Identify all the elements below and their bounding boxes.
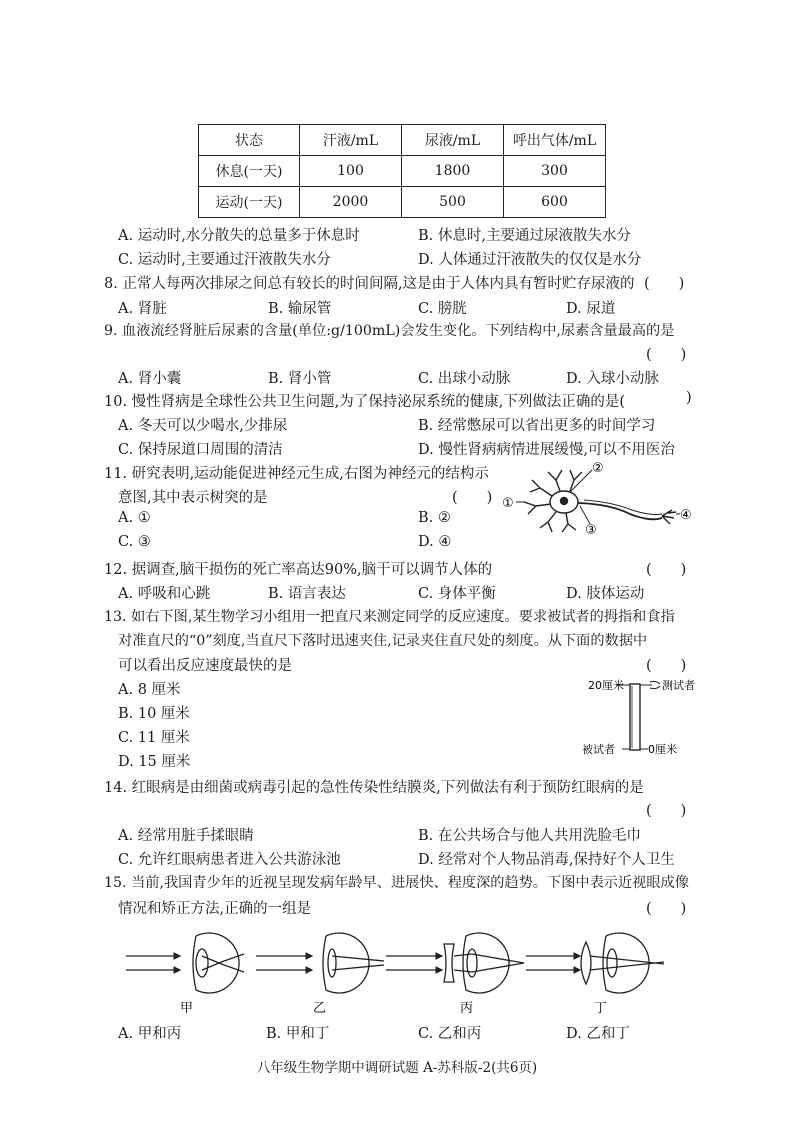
q13-option-c: C. 11 厘米 [118,730,190,746]
neuron-label-2: ② [592,461,604,476]
eye-label-yi: 乙 [313,1001,327,1016]
q9-option-c: C. 出球小动脉 [418,371,511,387]
table-cell: 休息(一天) [199,156,300,187]
eye-label-ding: 丁 [594,1001,608,1016]
q15-answer-paren: ( ) [646,901,687,917]
q7-option-c: C. 运动时,主要通过汗液散失水分 [118,252,331,268]
q15-option-d: D. 乙和丁 [566,1026,630,1042]
q12-option-c: C. 身体平衡 [418,586,496,602]
q15-stem-line1: 15. 当前,我国青少年的近视呈现发病年龄早、进展快、程度深的趋势。下图中表示近视眼成像 [104,875,689,891]
q13-stem-line1: 13. 如右下图,某生物学习小组用一把直尺来测定同学的反应速度。要求被试者的拇指和食指 [104,609,675,625]
q11-stem-line1: 11. 研究表明,运动能促进神经元生成,右图为神经元的结构示 [104,466,489,482]
q10-option-c: C. 保持尿道口周围的清洁 [118,442,283,458]
q12-option-b: B. 语言表达 [268,586,346,602]
table-row [199,187,606,218]
table-row [199,156,606,187]
q14-stem: 14. 红眼病是由细菌或病毒引起的急性传染性结膜炎,下列做法有利于预防红眼病的是 [104,780,644,796]
table-cell: 600 [504,187,606,218]
q13-option-b: B. 10 厘米 [118,706,190,722]
q11-option-a: A. ① [118,510,151,526]
table-cell: 300 [504,156,606,187]
subject-label: 被试者 [582,743,615,756]
q7-option-d: D. 人体通过汗液散失的仅仅是水分 [418,252,642,268]
q15-option-c: C. 乙和丙 [418,1026,482,1042]
q9-answer-paren: ( ) [646,347,687,363]
q11-stem-line2: 意图,其中表示树突的是 [118,490,268,506]
eye-diagram-bing [386,933,524,993]
eye-label-bing: 丙 [460,1001,474,1016]
ruler-top-label: 20厘米 [588,679,624,692]
table-cell: 1800 [402,156,504,187]
neuron-label-4: ④ [680,508,692,523]
q15-option-b: B. 甲和丁 [266,1026,330,1042]
table-header-row [199,125,606,156]
q13-option-d: D. 15 厘米 [118,754,191,770]
q9-option-b: B. 肾小管 [268,371,332,387]
q9-stem: 9. 血液流经肾脏后尿素的含量(单位:g/100mL)会发生变化。下列结构中,尿素含量最高的是 [104,323,675,339]
eye-diagram-yi [256,933,384,993]
q12-option-a: A. 呼吸和心跳 [118,586,211,602]
table-cell: 2000 [300,187,402,218]
q14-option-d: D. 经常对个人物品消毒,保持好个人卫生 [418,852,675,868]
q15-stem-line2: 情况和矫正方法,正确的一组是 [118,901,312,917]
q10-option-a: A. 冬天可以少喝水,少排尿 [118,418,288,434]
eye-diagram-ding [526,933,664,993]
q11-answer-paren: ( ) [452,490,493,506]
ruler-diagram [580,676,700,760]
eye-diagram-jia [126,933,244,993]
q8-stem: 8. 正常人每两次排尿之间总有较长的时间间隔,这是由于人体内具有暂时贮存尿液的 [104,276,635,292]
table-header: 状态 [199,125,300,156]
q11-option-d: D. ④ [418,534,452,550]
q10-answer-paren: ) [686,390,692,406]
table-header: 呼出气体/mL [504,125,606,156]
q10-stem: 10. 慢性肾病是全球性公共卫生问题,为了保持泌尿系统的健康,下列做法正确的是( [104,394,626,410]
q11-option-c: C. ③ [118,534,151,550]
q8-option-b: B. 输尿管 [268,301,332,317]
eye-diagrams [120,930,680,1020]
table-cell: 运动(一天) [199,187,300,218]
q8-option-c: C. 膀胱 [418,301,467,317]
q14-option-b: B. 在公共场合与他人共用洗脸毛巾 [418,828,641,844]
q14-option-c: C. 允许红眼病患者进入公共游泳池 [118,852,341,868]
neuron-label-1: ① [502,496,514,511]
q8-option-a: A. 肾脏 [118,301,167,317]
q9-option-a: A. 肾小囊 [118,371,182,387]
q14-option-a: A. 经常用脏手揉眼睛 [118,828,254,844]
q12-stem: 12. 据调查,脑干损伤的死亡率高达90%,脑干可以调节人体的 [104,562,493,578]
page-footer: 八年级生物学期中调研试题 A-苏科版-2(共6页) [256,1060,538,1076]
q13-answer-paren: ( ) [646,658,687,674]
q7-option-a: A. 运动时,水分散失的总量多于休息时 [118,228,360,244]
q12-option-d: D. 肢体运动 [566,586,645,602]
neuron-diagram [500,458,700,540]
table-cell: 500 [402,187,504,218]
q13-option-a: A. 8 厘米 [118,682,181,698]
q9-option-d: D. 入球小动脉 [566,371,659,387]
q15-option-a: A. 甲和丙 [118,1026,182,1042]
q11-option-b: B. ② [418,510,451,526]
neuron-label-3: ③ [585,523,597,538]
q13-stem-line3: 可以看出反应速度最快的是 [118,658,292,674]
q8-option-d: D. 尿道 [566,301,616,317]
table-header: 汗液/mL [300,125,402,156]
table-cell: 100 [300,156,402,187]
eye-label-jia: 甲 [180,1001,194,1016]
q12-answer-paren: ( ) [646,562,687,578]
q10-option-d: D. 慢性肾病病情进展缓慢,可以不用医治 [418,442,675,458]
q14-answer-paren: ( ) [646,803,687,819]
table-header: 尿液/mL [402,125,504,156]
tester-label: 测试者 [662,679,695,692]
water-loss-table [198,124,606,218]
q13-stem-line2: 对准直尺的“0”刻度,当直尺下落时迅速夹住,记录夹住直尺处的刻度。从下面的数据中 [118,633,648,649]
q10-option-b: B. 经常憋尿可以省出更多的时间学习 [418,418,656,434]
ruler-zero-label: 0厘米 [648,743,677,756]
q7-option-b: B. 休息时,主要通过尿液散失水分 [418,228,631,244]
q8-answer-paren: ( ) [644,276,685,292]
